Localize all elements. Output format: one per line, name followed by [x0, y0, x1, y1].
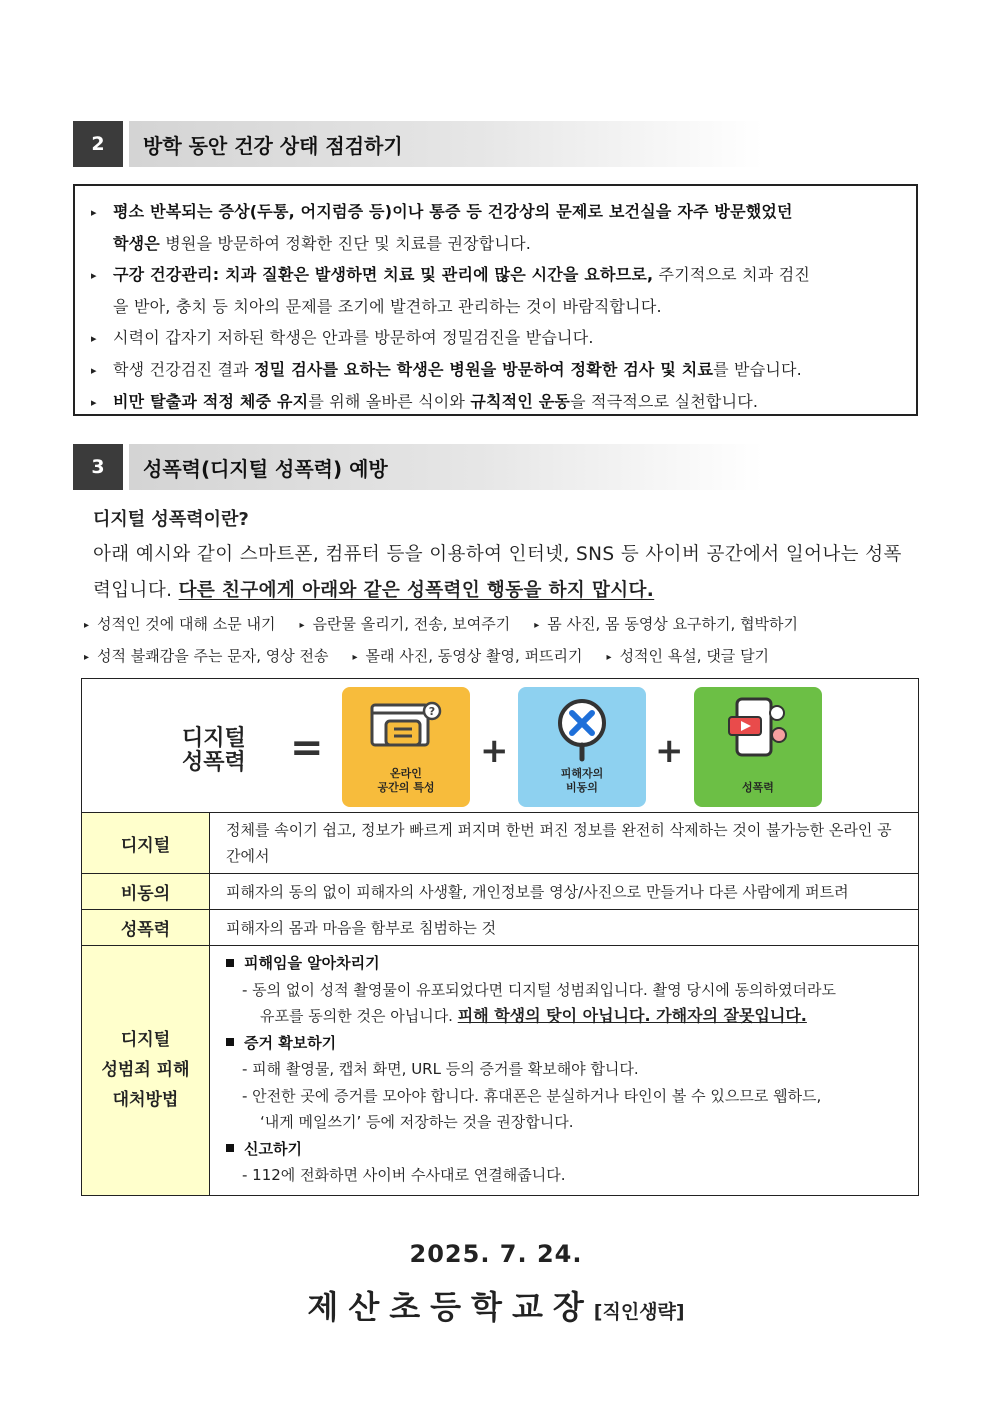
- method-title-text: 증거 확보하기: [244, 1033, 337, 1052]
- example-item: [300, 613, 511, 634]
- square-bullet-icon: [226, 959, 234, 967]
- method-detail: - 안전한 곳에 증거를 모아야 합니다. 휴대폰은 분실하거나 타인이 볼 수 있으므로 웹하드,: [242, 1086, 822, 1105]
- triangle-bullet-icon: ▸: [352, 652, 358, 663]
- example-text: 몸 사진, 몸 동영상 요구하기, 협박하기: [547, 615, 799, 633]
- list-item: [91, 322, 908, 354]
- bullet-text: 를 받습니다.: [713, 360, 802, 379]
- row-header: 디지털: [82, 813, 210, 874]
- diagram-cell: [82, 679, 919, 813]
- example-text: 몰래 사진, 동영상 촬영, 퍼뜨리기: [365, 647, 583, 665]
- method-title-text: 신고하기: [244, 1139, 302, 1158]
- list-item: [91, 354, 908, 386]
- method-detail: [222, 1003, 906, 1030]
- table-row: [82, 910, 919, 946]
- method-title-text: 피해임을 알아차리기: [244, 954, 380, 972]
- row-description: 피해자의 동의 없이 피해자의 사생활, 개인정보를 영상/사진으로 만들거나 다른 사람에게 퍼트려: [210, 874, 919, 910]
- triangle-bullet-icon: ▸: [84, 620, 90, 631]
- method-title: [222, 1030, 906, 1057]
- section2-header: [73, 121, 763, 167]
- browser-chat-icon: [366, 699, 446, 757]
- card-sexual-violence: [694, 687, 822, 807]
- intro-underline-text: 다른 친구에게 아래와 같은 성폭력인 행동을 하지 맙시다.: [178, 580, 655, 601]
- diagram-label-line: 성폭력: [182, 750, 246, 775]
- list-item: [91, 386, 908, 418]
- table-row: [82, 946, 919, 1196]
- bullet-bold-text: 학생은: [113, 234, 160, 253]
- plus-sign: +: [655, 731, 684, 771]
- bullet-text: 를 위해 올바른 식이와: [308, 392, 471, 411]
- square-bullet-icon: [226, 1038, 234, 1046]
- square-bullet-icon: [226, 1144, 234, 1152]
- bullet-bold-text: 구강 건강관리: 치과 질환은 발생하면 치료 및 관리에 많은 시간을 요하므로,: [113, 265, 654, 284]
- triangle-bullet-icon: ▸: [299, 620, 305, 631]
- section3-number: 3: [73, 444, 123, 490]
- bullet-bold-text: 규칙적인 운동: [470, 392, 571, 411]
- svg-text:?: ?: [428, 705, 436, 718]
- method-underline-text: 피해 학생의 탓이 아닙니다. 가해자의 잘못입니다.: [457, 1006, 807, 1025]
- bullet-bold-text: 평소 반복되는 증상(두통, 어지럼증 등)이나 통증 등 건강상의 문제로 보건실을 자주 방문했었던: [113, 202, 793, 221]
- method-detail: - 동의 없이 성적 촬영물이 유포되었다면 디지털 성범죄입니다. 촬영 당시에 동의하였더라도: [242, 980, 836, 999]
- examples-row-1: [84, 613, 798, 634]
- row-header: 비동의: [82, 874, 210, 910]
- card-label: 피해자의 비동의: [560, 767, 604, 794]
- example-item: [353, 645, 583, 666]
- bullet-text: 을 받아, 충치 등 치아의 문제를 조기에 발견하고 관리하는 것이 바람직합니다.: [113, 297, 662, 316]
- triangle-bullet-icon: ▸: [84, 652, 90, 663]
- row-header: 성폭력: [82, 910, 210, 946]
- digital-violence-table: [81, 678, 919, 1196]
- bullet-text: 시력이 갑자기 저하된 학생은 안과를 방문하여 정밀검진을 받습니다.: [113, 328, 594, 347]
- equals-sign: =: [290, 725, 324, 771]
- section2-box: [73, 184, 918, 416]
- example-text: 성적인 것에 대해 소문 내기: [97, 615, 276, 633]
- bullet-bold-text: 비만 탈출과 적정 체중 유지: [113, 392, 309, 411]
- triangle-bullet-icon: ▸: [91, 332, 97, 345]
- list-item: [91, 196, 908, 259]
- table-row: [82, 874, 919, 910]
- intro-text: 아래 예시와 같이 스마트폰, 컴퓨터 등을 이용하여 인터넷, SNS 등 사이버 공간에서 일어나는 성폭력입니다.: [93, 544, 902, 601]
- intro-paragraph: [93, 537, 913, 609]
- diagram-label-line: 디지털: [182, 726, 246, 751]
- example-item: [607, 645, 770, 666]
- section2-title: 방학 동안 건강 상태 점검하기: [129, 121, 763, 167]
- section3-title: 성폭력(디지털 성폭력) 예방: [129, 444, 763, 490]
- method-title: [222, 1136, 906, 1163]
- document-date: 2025. 7. 24.: [409, 1240, 583, 1268]
- diagram-label: [182, 727, 246, 775]
- triangle-bullet-icon: ▸: [606, 652, 612, 663]
- triangle-bullet-icon: ▸: [91, 396, 97, 409]
- bullet-bold-text: 정밀 검사를 요하는 학생은 병원을 방문하여 정확한 검사 및 치료: [254, 360, 714, 379]
- example-text: 음란물 올리기, 전송, 보여주기: [312, 615, 511, 633]
- section2-number: 2: [73, 121, 123, 167]
- method-detail: - 112에 전화하면 사이버 수사대로 연결해줍니다.: [242, 1166, 566, 1184]
- row-description: 피해자의 몸과 마음을 함부로 침범하는 것: [210, 910, 919, 946]
- triangle-bullet-icon: ▸: [91, 269, 97, 282]
- examples-row-2: [84, 645, 769, 666]
- card-non-consent: [518, 687, 646, 807]
- example-text: 성적인 욕설, 댓글 달기: [619, 647, 770, 665]
- row-description: 정체를 속이기 쉽고, 정보가 빠르게 퍼지며 한번 퍼진 정보를 완전히 삭제하는 것이 불가능한 온라인 공간에서: [210, 813, 919, 874]
- card-label: 성폭력: [742, 781, 774, 794]
- triangle-bullet-icon: ▸: [91, 206, 97, 219]
- magnifier-x-icon: [552, 697, 612, 763]
- card-online-space: [342, 687, 470, 807]
- example-text: 성적 불쾌감을 주는 문자, 영상 전송: [97, 647, 329, 665]
- example-item: [84, 613, 276, 634]
- response-methods: [210, 946, 919, 1196]
- triangle-bullet-icon: ▸: [91, 364, 97, 377]
- section3-header: [73, 444, 763, 490]
- intro-heading: 디지털 성폭력이란?: [93, 509, 249, 530]
- bullet-text: 을 적극적으로 실천합니다.: [570, 392, 759, 411]
- card-label: 온라인 공간의 특성: [377, 767, 435, 794]
- row-header: 디지털 성범죄 피해 대처방법: [82, 946, 210, 1196]
- method-detail-text: 유포를 동의한 것은 아닙니다.: [260, 1007, 458, 1025]
- principal-title: 제산초등학교장: [307, 1288, 594, 1326]
- list-item: [91, 259, 908, 322]
- example-item: [84, 645, 329, 666]
- method-detail: - 피해 촬영물, 캡처 화면, URL 등의 증거를 확보해야 합니다.: [242, 1060, 639, 1078]
- triangle-bullet-icon: ▸: [534, 620, 540, 631]
- method-title: [222, 950, 906, 977]
- example-item: [534, 613, 798, 634]
- bullet-text: 병원을 방문하여 정확한 진단 및 치료를 권장합니다.: [159, 234, 532, 253]
- phone-video-icon: [723, 695, 793, 761]
- seal-omitted-note: [직인생략]: [593, 1301, 685, 1323]
- bullet-text: 주기적으로 치과 검진: [653, 265, 811, 284]
- method-detail: ‘내게 메일쓰기’ 등에 저장하는 것을 권장합니다.: [260, 1113, 574, 1131]
- table-row: [82, 813, 919, 874]
- school-signature: [0, 1282, 992, 1328]
- plus-sign: +: [480, 731, 509, 771]
- bullet-text: 학생 건강검진 결과: [113, 360, 255, 379]
